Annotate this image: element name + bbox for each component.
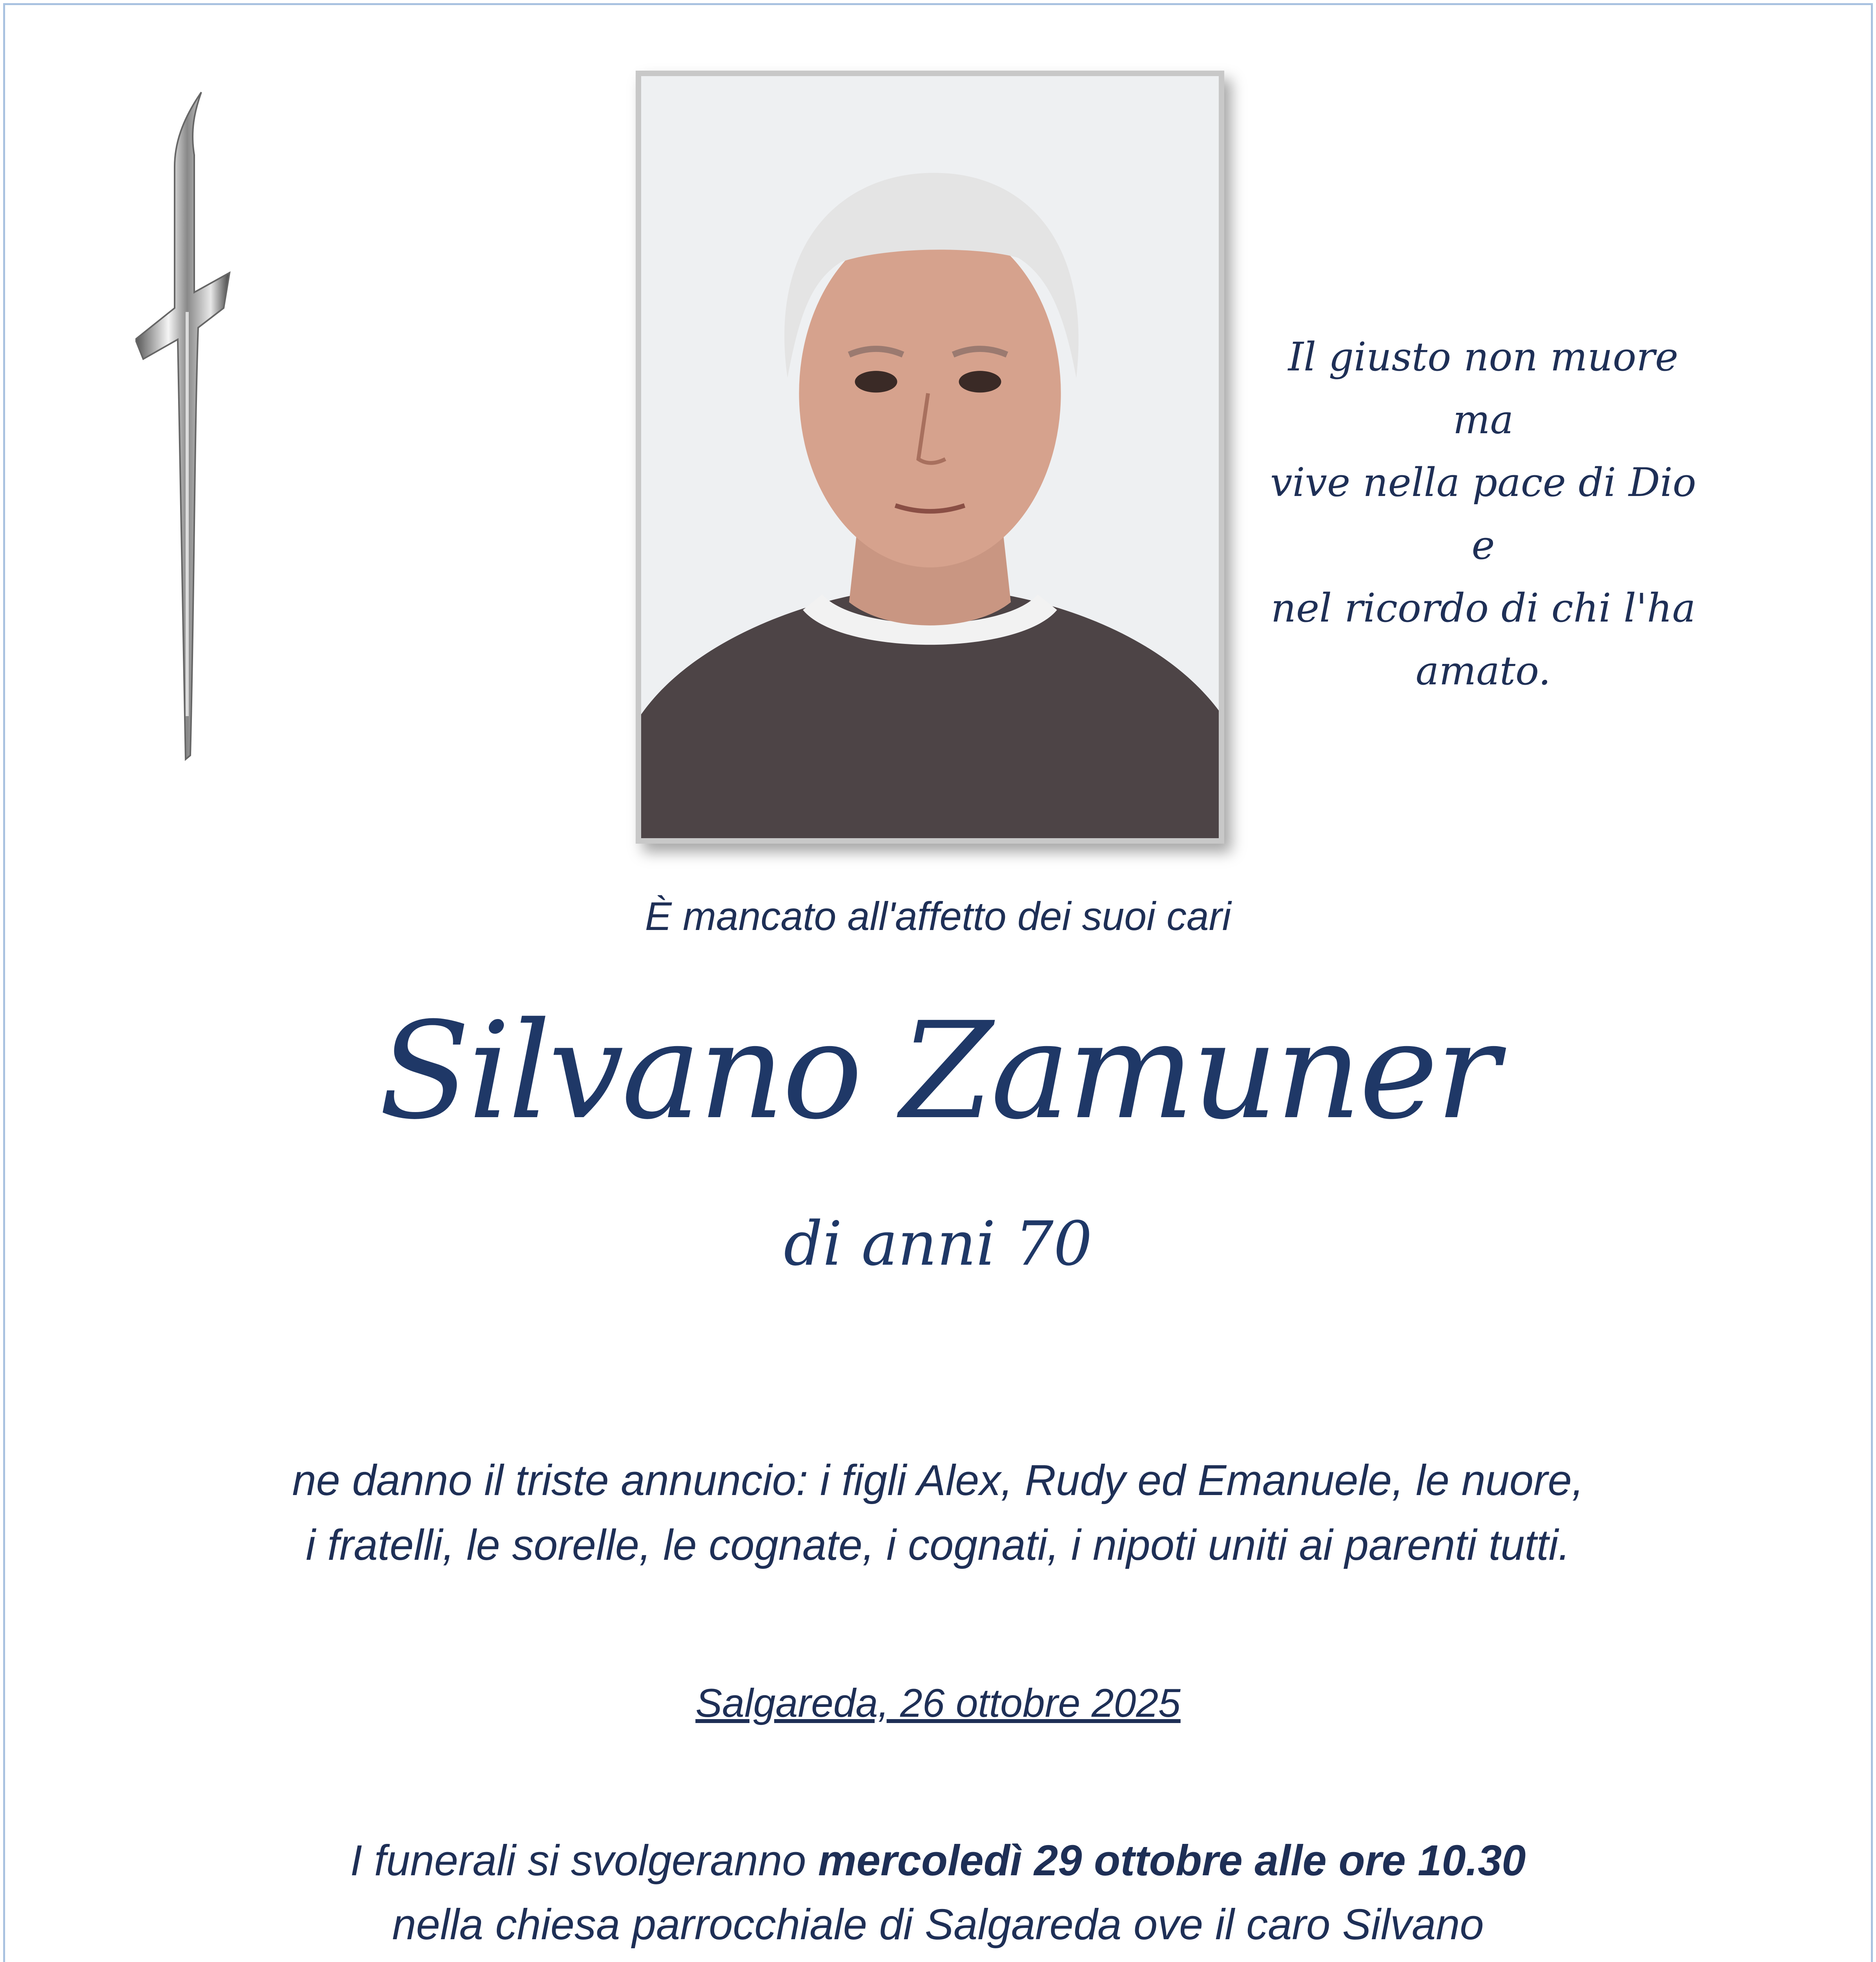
cross-icon xyxy=(135,88,233,763)
place-date: Salgareda, 26 ottobre 2025 xyxy=(695,1681,1181,1725)
funeral-line-1-text: I funerali si svolgeranno xyxy=(350,1836,818,1885)
intro-text: È mancato all'affetto dei suoi cari xyxy=(645,894,1231,939)
funeral-date-time: mercoledì 29 ottobre alle ore 10.30 xyxy=(818,1836,1526,1885)
funeral-line-1 xyxy=(0,1829,1876,1893)
announcement-line: i fratelli, le sorelle, le cognate, i cognati, i nipoti uniti ai parenti tutti. xyxy=(306,1521,1570,1569)
funeral-line-2: nella chiesa parrocchiale di Salgareda ove il caro Silvano xyxy=(392,1900,1484,1949)
quote-block xyxy=(1263,326,1703,702)
announcement-line: ne danno il triste annuncio: i figli Alex, Rudy ed Emanuele, le nuore, xyxy=(292,1456,1584,1504)
deceased-name: Silvano Zamuner xyxy=(379,994,1497,1149)
quote-line: Il giusto non muore ma xyxy=(1288,334,1679,443)
quote-line: amato. xyxy=(1415,648,1551,694)
quote-line: vive nella pace di Dio e xyxy=(1270,460,1696,568)
funeral-line-3 xyxy=(0,1957,1876,1962)
portrait-photo xyxy=(636,71,1224,844)
portrait-image xyxy=(641,76,1219,838)
quote-line: nel ricordo di chi l'ha xyxy=(1271,585,1696,631)
funeral-info xyxy=(0,1829,1876,1962)
announcement xyxy=(0,1448,1876,1577)
deceased-age: di anni 70 xyxy=(784,1208,1092,1279)
